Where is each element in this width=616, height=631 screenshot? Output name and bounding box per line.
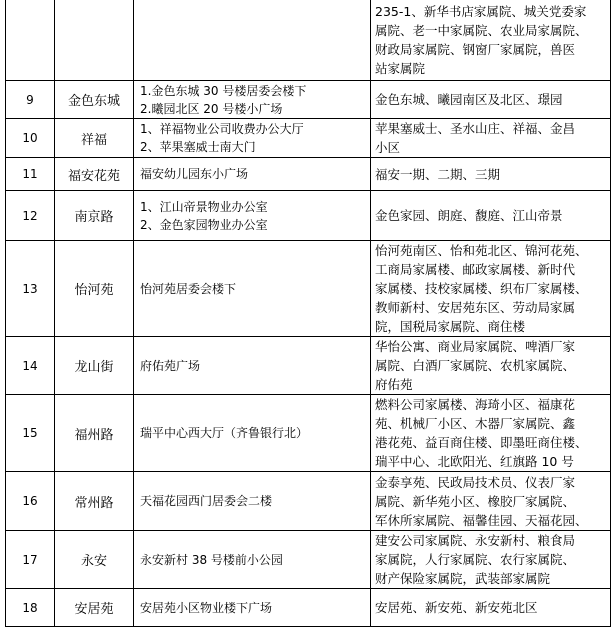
distribution-location	[134, 0, 371, 81]
area-line: 金色东城、曦园南区及北区、璟园	[375, 92, 563, 107]
distribution-location	[134, 472, 371, 531]
row-number: 10	[6, 119, 55, 158]
area-line: 属院、老一中家属院、农业局家属院、	[375, 23, 588, 38]
covered-areas	[371, 0, 611, 81]
community-name: 永安	[55, 531, 134, 589]
table-row	[6, 119, 611, 158]
area-line: 港花苑、益百商住楼、即墨旺商住楼、	[375, 435, 588, 450]
location-line: 安居苑小区物业楼下广场	[140, 600, 273, 615]
table-row	[6, 589, 611, 627]
row-number: 14	[6, 337, 55, 395]
table-row	[6, 81, 611, 119]
area-line: 工商局家属楼、邮政家属楼、新时代	[375, 262, 576, 277]
covered-areas	[371, 191, 611, 241]
location-line: 天福花园西门居委会二楼	[140, 494, 273, 508]
distribution-location	[134, 191, 371, 241]
distribution-location	[134, 531, 371, 589]
distribution-location	[134, 589, 371, 627]
covered-areas	[371, 119, 611, 158]
row-number: 16	[6, 472, 55, 531]
location-line: 永安新村 38 号楼前小公园	[140, 552, 283, 567]
covered-areas	[371, 472, 611, 531]
area-line: 福安一期、二期、三期	[375, 166, 501, 182]
location-line: 2.曦园北区 20 号楼小广场	[140, 101, 283, 116]
location-line: 1、祥福物业公司收费办公大厅	[140, 122, 304, 136]
covered-areas	[371, 589, 611, 627]
area-line: 苑、机械厂小区、木器厂家属院、鑫	[375, 416, 576, 431]
area-line: 安居苑、新安苑、新安苑北区	[375, 600, 538, 615]
row-number: 17	[6, 531, 55, 589]
row-number: 15	[6, 395, 55, 472]
covered-areas	[371, 531, 611, 589]
area-line: 怡河苑南区、怡和苑北区、锦河花苑、	[375, 243, 588, 258]
location-line: 2、苹果塞威士南大门	[140, 140, 256, 154]
covered-areas	[371, 241, 611, 337]
table-row	[6, 395, 611, 472]
location-line: 怡河苑居委会楼下	[140, 281, 237, 296]
table-body	[6, 0, 611, 627]
location-line: 1.金色东城 30 号楼居委会楼下	[140, 83, 307, 98]
table-row	[6, 158, 611, 191]
community-name: 福安花苑	[55, 158, 134, 191]
area-line: 金色家园、朗庭、馥庭、江山帝景	[375, 208, 563, 223]
distribution-location	[134, 119, 371, 158]
area-line: 家属院，人行家属院、农行家属院、	[375, 552, 576, 567]
area-line: 府佑苑	[375, 377, 413, 392]
area-line: 小区	[375, 140, 401, 155]
area-line: 家属楼、技校家属楼、织布厂家属楼、	[375, 281, 588, 296]
covered-areas	[371, 158, 611, 191]
area-line: 院，国税局家属院、商住楼	[375, 319, 526, 334]
community-name: 安居苑	[55, 589, 134, 627]
table-row	[6, 0, 611, 81]
community-name: 金色东城	[55, 81, 134, 119]
location-line: 2、金色家园物业办公室	[140, 217, 268, 232]
community-name: 祥福	[55, 119, 134, 158]
area-line: 军休所家属院、福馨佳园、天福花园、	[375, 512, 588, 528]
row-number: 13	[6, 241, 55, 337]
area-line: 属院、白酒厂家属院、农机家属院、	[375, 358, 576, 373]
table-row	[6, 191, 611, 241]
area-line: 建安公司家属院、永安新村、粮食局	[375, 533, 576, 548]
community-name: 南京路	[55, 191, 134, 241]
table-row	[6, 472, 611, 531]
distribution-location	[134, 81, 371, 119]
covered-areas	[371, 395, 611, 472]
area-line: 金泰享苑、民政局技术员、仪表厂家	[375, 474, 576, 490]
row-number: 11	[6, 158, 55, 191]
distribution-location	[134, 158, 371, 191]
row-number	[6, 0, 55, 81]
covered-areas	[371, 337, 611, 395]
row-number: 9	[6, 81, 55, 119]
distribution-location	[134, 395, 371, 472]
area-line: 属院、新华苑小区、橡胶厂家属院、	[375, 493, 576, 509]
covered-areas	[371, 81, 611, 119]
table-row	[6, 337, 611, 395]
row-number: 18	[6, 589, 55, 627]
distribution-location	[134, 337, 371, 395]
community-name: 怡河苑	[55, 241, 134, 337]
community-name	[55, 0, 134, 81]
community-name: 常州路	[55, 472, 134, 531]
area-line: 瑞平中心、北欧阳光、红旗路 10 号	[375, 454, 574, 469]
area-line: 站家属院	[375, 61, 426, 76]
location-line: 府佑苑广场	[140, 358, 201, 373]
location-line: 1、江山帝景物业办公室	[140, 199, 268, 214]
location-line: 瑞平中心西大厅（齐鲁银行北）	[140, 426, 309, 440]
community-name: 福州路	[55, 395, 134, 472]
area-line: 燃料公司家属楼、海琦小区、福康花	[375, 397, 576, 412]
area-line: 235-1、新华书店家属院、城关党委家	[375, 4, 587, 19]
table-row	[6, 531, 611, 589]
distribution-table	[5, 0, 611, 627]
area-line: 财产保险家属院，武装部家属院	[375, 571, 551, 586]
area-line: 苹果塞威士、圣水山庄、祥福、金昌	[375, 121, 576, 136]
distribution-location	[134, 241, 371, 337]
table-row	[6, 241, 611, 337]
community-name: 龙山街	[55, 337, 134, 395]
area-line: 教师新村、安居苑东区、劳动局家属	[375, 300, 576, 315]
area-line: 华怡公寓、商业局家属院、啤酒厂家	[375, 339, 576, 354]
location-line: 福安幼儿园东小广场	[140, 167, 249, 181]
row-number: 12	[6, 191, 55, 241]
area-line: 财政局家属院、钢窗厂家属院，兽医	[375, 42, 576, 57]
